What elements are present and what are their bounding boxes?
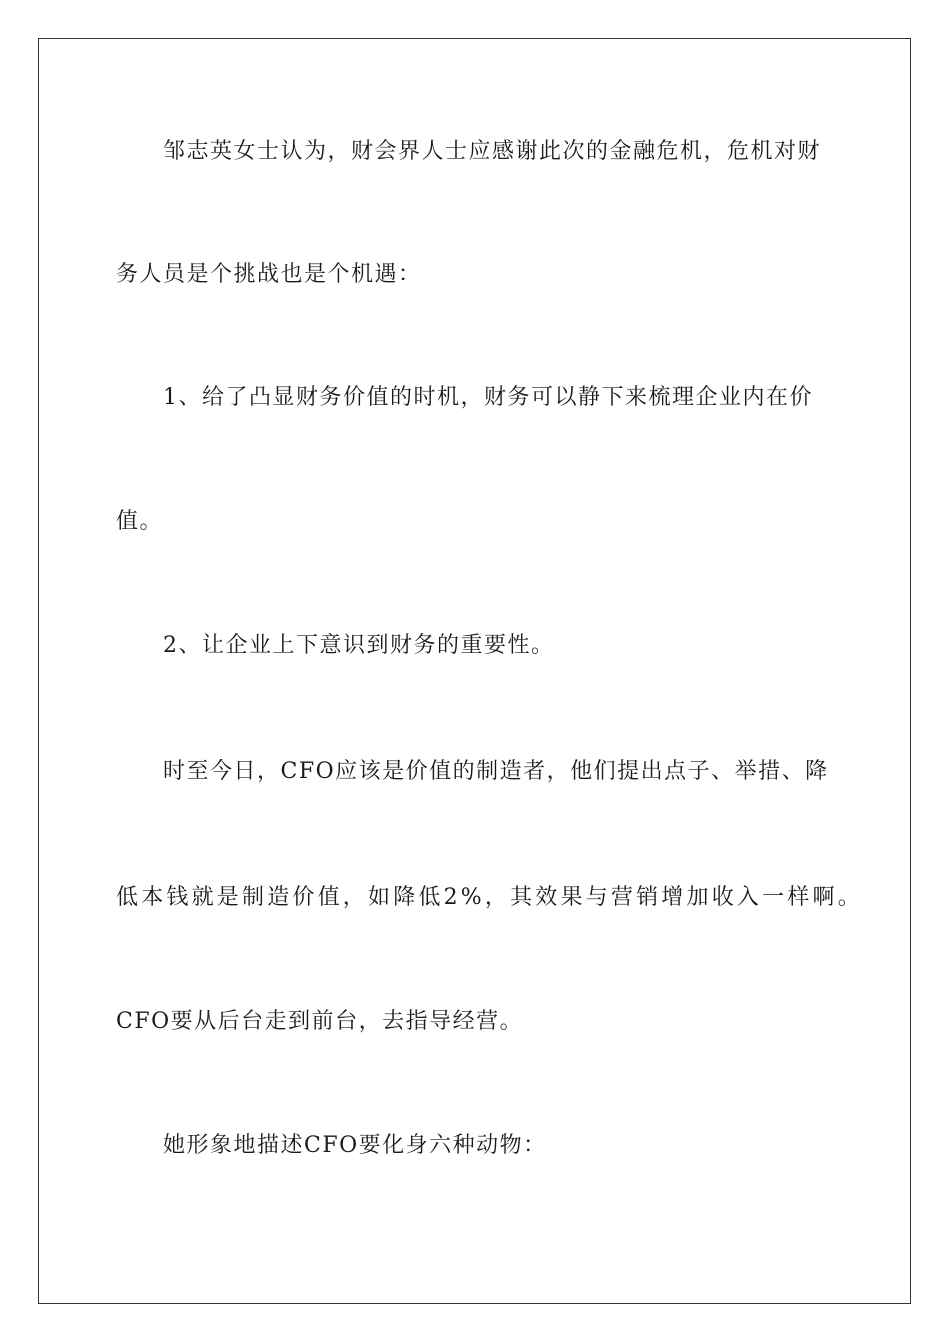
paragraph-2-line-2: 低本钱就是制造价值，如降低2%，其效果与营销增加收入一样啊。	[116, 885, 863, 910]
paragraph-2-line-3: CFO要从后台走到前台，去指导经营。	[116, 1009, 524, 1034]
list-item-1-line-2: 值。	[116, 509, 164, 534]
paragraph-1-line-1: 邹志英女士认为，财会界人士应感谢此次的金融危机，危机对财	[163, 139, 822, 164]
paragraph-3: 她形象地描述CFO要化身六种动物：	[163, 1133, 547, 1158]
page-border	[38, 38, 911, 1304]
paragraph-1-line-2: 务人员是个挑战也是个机遇：	[116, 262, 422, 287]
list-item-1-line-1: 1、给了凸显财务价值的时机，财务可以静下来梳理企业内在价	[163, 385, 813, 410]
list-item-2: 2、让企业上下意识到财务的重要性。	[163, 633, 555, 658]
paragraph-2-line-1: 时至今日，CFO应该是价值的制造者，他们提出点子、举措、降	[163, 759, 829, 784]
